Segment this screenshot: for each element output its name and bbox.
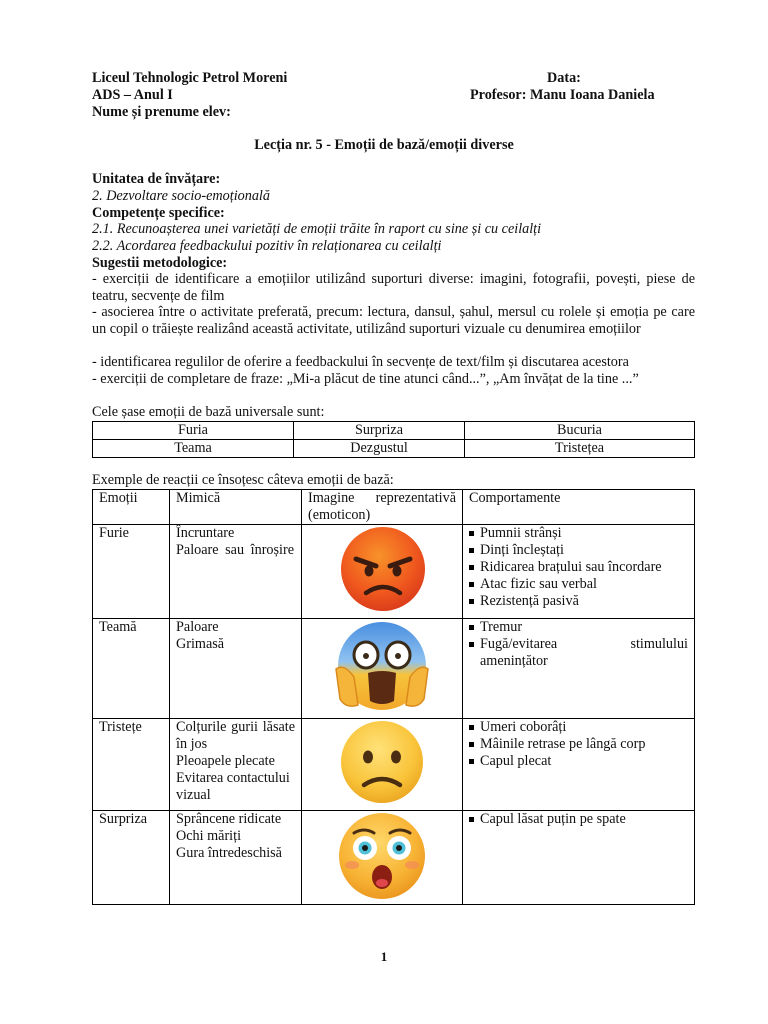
image-cell: [302, 811, 463, 905]
table-cell: Tristețea: [465, 440, 695, 458]
angry-face-icon: [302, 525, 462, 613]
mimic-line: Grimasă: [176, 636, 225, 652]
table-cell: Surpriza: [294, 422, 465, 440]
header-cell: Imagine reprezentativă (emoticon): [302, 490, 463, 525]
list-item: Dinți încleștați: [469, 542, 688, 559]
table-cell: Dezgustul: [294, 440, 465, 458]
competence-item: 2.2. Acordarea feedbackului pozitiv în relaționarea cu ceilalți: [92, 238, 442, 254]
list-item: Capul lăsat puțin pe spate: [469, 811, 688, 828]
page-number: 1: [380, 949, 388, 964]
reactions-intro: Exemple de reacții ce însoțesc câteva emoții de bază:: [92, 472, 394, 488]
behaviors-list: [469, 525, 688, 610]
table-row: [93, 619, 695, 719]
unit-label: Unitatea de învățare:: [92, 171, 221, 187]
behaviors-cell: [463, 619, 695, 719]
mimic-line: Sprâncene ridicate: [176, 811, 282, 827]
reactions-table: [92, 489, 695, 905]
suggestion-item: - asocierea între o activitate preferată, precum: lectura, dansul, șahul, mersul cu rolele și emoția pe care un copil o trăiește realizând această activitate, utilizând suporturi vizuale cu denumirea emoțiilor: [92, 304, 695, 337]
teacher-label: Profesor: Manu Ioana Daniela: [470, 87, 655, 103]
surprised-face-icon: [302, 811, 462, 899]
image-cell: [302, 619, 463, 719]
emotion-cell: Surpriza: [93, 811, 170, 905]
mimic-cell: [170, 619, 302, 719]
class-label: ADS – Anul I: [92, 87, 173, 103]
table-cell: Bucuria: [465, 422, 695, 440]
list-item: Pumnii strânși: [469, 525, 688, 542]
table-row: [93, 422, 695, 440]
list-item: Mâinile retrase pe lângă corp: [469, 736, 688, 753]
header-cell: Comportamente: [463, 490, 695, 525]
table-row: [93, 525, 695, 619]
behaviors-cell: [463, 719, 695, 811]
emotion-cell: Furie: [93, 525, 170, 619]
lesson-title: Lecția nr. 5 - Emoții de bază/emoții diverse: [254, 137, 514, 153]
mimic-line: Colțurile gurii lăsate în jos: [176, 719, 295, 752]
behaviors-list: [469, 619, 688, 670]
table-cell: Furia: [93, 422, 294, 440]
image-cell: [302, 719, 463, 811]
school-name: Liceul Tehnologic Petrol Moreni: [92, 70, 288, 86]
mimic-line: Paloare: [176, 619, 219, 635]
student-name-label: Nume și prenume elev:: [92, 104, 231, 120]
suggestions-label: Sugestii metodologice:: [92, 255, 228, 271]
mimic-line: Paloare sau înroșire: [176, 542, 294, 558]
basic-emotions-table: [92, 421, 695, 458]
fearful-screaming-face-icon: [302, 619, 462, 713]
sad-face-icon: [302, 719, 462, 805]
competences-label: Competențe specifice:: [92, 205, 225, 221]
list-item: Atac fizic sau verbal: [469, 576, 688, 593]
header-cell: Mimică: [170, 490, 302, 525]
list-item: Umeri coborâți: [469, 719, 688, 736]
emotion-cell: Teamă: [93, 619, 170, 719]
table-row: [93, 719, 695, 811]
mimic-cell: [170, 811, 302, 905]
mimic-line: Evitarea contactului vizual: [176, 770, 290, 803]
behaviors-list: [469, 811, 688, 828]
table-row: [93, 811, 695, 905]
suggestion-item: - exerciții de identificare a emoțiilor utilizând suporturi diverse: imagini, fotografii, povești, piese de teatru, secvențe de film: [92, 271, 695, 304]
date-label: Data:: [547, 70, 581, 86]
list-item: Capul plecat: [469, 753, 688, 770]
mimic-line: Gura întredeschisă: [176, 845, 282, 861]
suggestion-item: - exerciții de completare de fraze: „Mi-a plăcut de tine atunci când...”, „Am învățat de la tine ...”: [92, 371, 639, 387]
behaviors-list: [469, 719, 688, 770]
image-cell: [302, 525, 463, 619]
mimic-line: Ochi măriți: [176, 828, 242, 844]
table-cell: Teama: [93, 440, 294, 458]
list-item: Tremur: [469, 619, 688, 636]
header-cell: Emoții: [93, 490, 170, 525]
behaviors-cell: [463, 525, 695, 619]
list-item: Rezistență pasivă: [469, 593, 688, 610]
table-header-row: [93, 490, 695, 525]
unit-value: 2. Dezvoltare socio-emoțională: [92, 188, 270, 204]
mimic-line: Încruntare: [176, 525, 235, 541]
suggestion-item: - identificarea regulilor de oferire a feedbackului în secvențe de text/film și discutarea acestora: [92, 354, 629, 370]
mimic-cell: [170, 719, 302, 811]
behaviors-cell: [463, 811, 695, 905]
emotion-cell: Tristețe: [93, 719, 170, 811]
competence-item: 2.1. Recunoașterea unei varietăți de emoții trăite în raport cu sine și cu ceilalți: [92, 221, 542, 237]
list-item: Ridicarea brațului sau încordare: [469, 559, 688, 576]
table-row: [93, 440, 695, 458]
basic-emotions-intro: Cele șase emoții de bază universale sunt:: [92, 404, 325, 420]
mimic-line: Pleoapele plecate: [176, 753, 275, 769]
mimic-cell: [170, 525, 302, 619]
list-item: Fugă/evitarea stimulului amenințător: [469, 636, 688, 670]
